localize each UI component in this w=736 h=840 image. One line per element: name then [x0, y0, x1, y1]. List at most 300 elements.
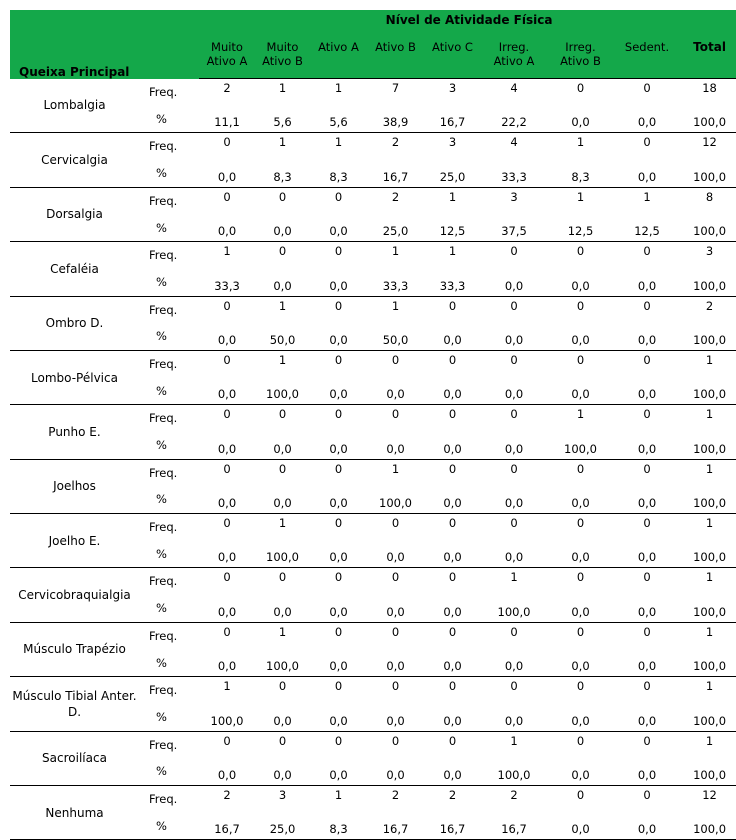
- measure-label-freq: Freq.: [149, 683, 178, 698]
- freq-cell: 1: [705, 352, 714, 367]
- pct-cell: 0,0: [310, 268, 367, 296]
- pct-cell: 100,0: [680, 377, 736, 405]
- freq-cell: 0: [278, 244, 287, 259]
- pct-cell: 0,0: [310, 703, 367, 731]
- freq-cell: 0: [510, 461, 518, 476]
- measure-label-freq: Freq.: [149, 248, 178, 263]
- pct-cell: 0,0: [614, 160, 680, 188]
- freq-cell: 0: [223, 570, 231, 585]
- freq-cell: 12: [702, 787, 717, 802]
- freq-cell: 1: [510, 570, 518, 585]
- freq-cell: 0: [391, 352, 400, 367]
- table-row-freq: [10, 79, 736, 106]
- freq-cell: 1: [278, 352, 287, 367]
- complaint-name: Lombo-Pélvica: [10, 350, 139, 404]
- pct-cell: 0,0: [614, 595, 680, 623]
- freq-cell: 0: [223, 624, 231, 639]
- freq-cell: 0: [576, 461, 585, 476]
- freq-cell: 0: [391, 407, 400, 422]
- freq-cell: 1: [576, 135, 585, 150]
- freq-cell: 0: [576, 298, 585, 313]
- measure-label-pct: %: [139, 758, 199, 786]
- freq-cell: 0: [510, 624, 518, 639]
- pct-cell: 0,0: [424, 595, 481, 623]
- table-row-freq: [10, 187, 736, 214]
- pct-cell: 33,3: [481, 160, 547, 188]
- freq-cell: 0: [643, 135, 651, 150]
- pct-cell: 0,0: [481, 703, 547, 731]
- freq-cell: 0: [448, 298, 457, 313]
- pct-cell: 0,0: [310, 214, 367, 242]
- pct-cell: 0,0: [310, 323, 367, 351]
- pct-cell: 0,0: [367, 540, 424, 568]
- complaint-name: Músculo Tibial Anter. D.: [10, 677, 139, 731]
- freq-cell: 0: [391, 679, 400, 694]
- complaint-name: Nenhuma: [10, 785, 139, 839]
- column-header-line1: Total: [680, 30, 736, 54]
- pct-cell: 16,7: [424, 812, 481, 840]
- column-header-line2: [367, 54, 424, 79]
- freq-cell: 0: [448, 461, 457, 476]
- freq-cell: 1: [334, 135, 343, 150]
- table-row-freq: [10, 242, 736, 269]
- column-header-line1: Sedent.: [614, 30, 680, 54]
- freq-cell: 4: [510, 135, 518, 150]
- pct-cell: 0,0: [547, 812, 614, 840]
- freq-cell: 1: [278, 298, 287, 313]
- freq-cell: 1: [334, 787, 343, 802]
- pct-cell: 0,0: [310, 649, 367, 677]
- pct-cell: 0,0: [310, 540, 367, 568]
- pct-cell: 100,0: [680, 268, 736, 296]
- freq-cell: 1: [510, 733, 518, 748]
- measure-label-freq: Freq.: [149, 302, 178, 317]
- row-header-queixa: Queixa Principal: [10, 30, 139, 79]
- freq-cell: 0: [643, 407, 651, 422]
- complaint-name: Punho E.: [10, 405, 139, 459]
- pct-cell: 0,0: [547, 540, 614, 568]
- freq-cell: 3: [448, 135, 457, 150]
- pct-cell: 0,0: [367, 377, 424, 405]
- pct-cell: 33,3: [367, 268, 424, 296]
- freq-cell: 12: [702, 135, 717, 150]
- freq-cell: 0: [334, 733, 343, 748]
- freq-cell: 0: [643, 679, 651, 694]
- pct-cell: 22,2: [481, 105, 547, 133]
- freq-cell: 0: [448, 516, 457, 530]
- measure-label-pct: %: [139, 214, 199, 242]
- table-row-freq: [10, 514, 736, 541]
- measure-label-freq: Freq.: [149, 791, 178, 806]
- freq-cell: 1: [448, 189, 457, 204]
- column-header-line1: Muito: [199, 30, 255, 54]
- freq-cell: 1: [705, 407, 714, 422]
- freq-cell: 2: [223, 787, 231, 802]
- freq-cell: 2: [223, 81, 231, 95]
- pct-cell: 0,0: [367, 649, 424, 677]
- freq-cell: 0: [334, 352, 343, 367]
- measure-label-pct: %: [139, 703, 199, 731]
- measure-label-pct: %: [139, 649, 199, 677]
- freq-cell: 0: [391, 516, 400, 530]
- pct-cell: 50,0: [255, 323, 310, 351]
- freq-cell: 0: [510, 407, 518, 422]
- freq-cell: 0: [448, 407, 457, 422]
- freq-cell: 0: [510, 298, 518, 313]
- pct-cell: 0,0: [255, 703, 310, 731]
- freq-cell: 0: [334, 679, 343, 694]
- pct-cell: 100,0: [199, 703, 255, 731]
- pct-cell: 0,0: [547, 377, 614, 405]
- pct-cell: 0,0: [255, 486, 310, 514]
- complaint-name: Cefaléia: [10, 242, 139, 296]
- freq-cell: 0: [643, 461, 651, 476]
- pct-cell: 0,0: [310, 595, 367, 623]
- pct-cell: 33,3: [199, 268, 255, 296]
- freq-cell: 3: [448, 81, 457, 95]
- pct-cell: 0,0: [547, 268, 614, 296]
- pct-cell: 25,0: [255, 812, 310, 840]
- column-header-line2: [310, 54, 367, 79]
- pct-cell: 0,0: [481, 431, 547, 459]
- complaint-name: Cervicobraquialgia: [10, 568, 139, 622]
- group-title: Nível de Atividade Física: [199, 10, 736, 30]
- pct-cell: 0,0: [199, 160, 255, 188]
- column-header-line2: [614, 54, 680, 79]
- freq-cell: 0: [576, 624, 585, 639]
- freq-cell: 1: [278, 516, 287, 530]
- pct-cell: 0,0: [547, 595, 614, 623]
- pct-cell: 5,6: [310, 105, 367, 133]
- pct-cell: 100,0: [680, 758, 736, 786]
- column-header-line1: Irreg.: [481, 30, 547, 54]
- freq-cell: 2: [391, 135, 400, 150]
- complaint-name: Dorsalgia: [10, 187, 139, 241]
- pct-cell: 0,0: [547, 703, 614, 731]
- freq-cell: 1: [223, 244, 231, 259]
- table-row-freq: [10, 731, 736, 758]
- pct-cell: 0,0: [199, 486, 255, 514]
- pct-cell: 50,0: [367, 323, 424, 351]
- freq-cell: 0: [643, 624, 651, 639]
- pct-cell: 0,0: [424, 377, 481, 405]
- pct-cell: 100,0: [680, 323, 736, 351]
- pct-cell: 100,0: [680, 703, 736, 731]
- pct-cell: 0,0: [199, 323, 255, 351]
- pct-cell: 0,0: [547, 649, 614, 677]
- pct-cell: 0,0: [614, 649, 680, 677]
- pct-cell: 0,0: [199, 214, 255, 242]
- pct-cell: 0,0: [481, 486, 547, 514]
- freq-cell: 2: [448, 787, 457, 802]
- freq-cell: 1: [223, 679, 231, 694]
- freq-cell: 2: [391, 787, 400, 802]
- pct-cell: 11,1: [199, 105, 255, 133]
- freq-cell: 0: [643, 244, 651, 259]
- pct-cell: 0,0: [367, 595, 424, 623]
- pct-cell: 16,7: [199, 812, 255, 840]
- measure-label-freq: Freq.: [149, 574, 178, 589]
- freq-cell: 1: [391, 244, 400, 259]
- measure-label-pct: %: [139, 377, 199, 405]
- pct-cell: 0,0: [547, 758, 614, 786]
- column-header-line2: Ativo A: [199, 54, 255, 79]
- freq-cell: 0: [448, 624, 457, 639]
- pct-cell: 0,0: [424, 540, 481, 568]
- table-row-freq: [10, 133, 736, 160]
- freq-cell: 2: [391, 189, 400, 204]
- pct-cell: 12,5: [547, 214, 614, 242]
- freq-cell: 0: [334, 407, 343, 422]
- pct-cell: 100,0: [255, 377, 310, 405]
- pct-cell: 8,3: [547, 160, 614, 188]
- column-header-line2: [424, 54, 481, 79]
- freq-cell: 1: [705, 461, 714, 476]
- pct-cell: 0,0: [255, 268, 310, 296]
- pct-cell: 0,0: [614, 377, 680, 405]
- freq-cell: 0: [391, 733, 400, 748]
- pct-cell: 8,3: [310, 160, 367, 188]
- freq-cell: 1: [448, 244, 457, 259]
- pct-cell: 0,0: [481, 323, 547, 351]
- freq-cell: 0: [223, 407, 231, 422]
- pct-cell: 0,0: [547, 323, 614, 351]
- freq-cell: 7: [391, 81, 400, 95]
- freq-cell: 1: [705, 624, 714, 639]
- column-header-line1: Irreg.: [547, 30, 614, 54]
- column-header-line1: Ativo C: [424, 30, 481, 54]
- pct-cell: 12,5: [614, 214, 680, 242]
- pct-cell: 0,0: [614, 540, 680, 568]
- measure-label-pct: %: [139, 323, 199, 351]
- freq-cell: 1: [278, 135, 287, 150]
- header-measure-blank: [139, 30, 199, 79]
- freq-cell: 1: [576, 189, 585, 204]
- table-row-freq: [10, 459, 736, 486]
- pct-cell: 8,3: [255, 160, 310, 188]
- freq-cell: 0: [334, 624, 343, 639]
- freq-cell: 8: [705, 189, 714, 204]
- pct-cell: 12,5: [424, 214, 481, 242]
- freq-cell: 0: [510, 679, 518, 694]
- pct-cell: 16,7: [481, 812, 547, 840]
- measure-label-freq: Freq.: [149, 520, 178, 535]
- table-row-freq: [10, 785, 736, 812]
- freq-cell: 0: [576, 787, 585, 802]
- pct-cell: 0,0: [424, 431, 481, 459]
- pct-cell: 0,0: [614, 486, 680, 514]
- pct-cell: 0,0: [310, 431, 367, 459]
- pct-cell: 0,0: [199, 431, 255, 459]
- pct-cell: 0,0: [199, 595, 255, 623]
- freq-cell: 0: [643, 352, 651, 367]
- freq-cell: 0: [278, 733, 287, 748]
- measure-label-pct: %: [139, 595, 199, 623]
- measure-label-pct: %: [139, 540, 199, 568]
- freq-cell: 0: [643, 570, 651, 585]
- pct-cell: 100,0: [255, 540, 310, 568]
- freq-cell: 0: [643, 733, 651, 748]
- table-header: [10, 10, 736, 79]
- freq-cell: 0: [510, 516, 518, 530]
- pct-cell: 0,0: [367, 703, 424, 731]
- pct-cell: 5,6: [255, 105, 310, 133]
- measure-label-freq: Freq.: [149, 737, 178, 752]
- pct-cell: 0,0: [547, 105, 614, 133]
- pct-cell: 0,0: [199, 540, 255, 568]
- pct-cell: 0,0: [424, 649, 481, 677]
- pct-cell: 100,0: [481, 758, 547, 786]
- freq-cell: 0: [334, 298, 343, 313]
- pct-cell: 100,0: [680, 160, 736, 188]
- pct-cell: 8,3: [310, 812, 367, 840]
- freq-cell: 0: [391, 570, 400, 585]
- pct-cell: 38,9: [367, 105, 424, 133]
- pct-cell: 0,0: [199, 758, 255, 786]
- pct-cell: 0,0: [424, 323, 481, 351]
- freq-cell: 1: [278, 81, 287, 95]
- measure-label-freq: Freq.: [149, 84, 178, 99]
- freq-cell: 0: [576, 516, 585, 530]
- pct-cell: 100,0: [680, 649, 736, 677]
- pct-cell: 0,0: [199, 649, 255, 677]
- pct-cell: 100,0: [680, 540, 736, 568]
- measure-label-freq: Freq.: [149, 356, 178, 371]
- freq-cell: 3: [278, 787, 287, 802]
- freq-cell: 0: [278, 461, 287, 476]
- pct-cell: 100,0: [367, 486, 424, 514]
- table-row-freq: [10, 296, 736, 323]
- freq-cell: 0: [510, 352, 518, 367]
- freq-cell: 4: [510, 81, 518, 95]
- complaint-name: Músculo Trapézio: [10, 622, 139, 676]
- complaint-name: Cervicalgia: [10, 133, 139, 187]
- measure-label-freq: Freq.: [149, 465, 178, 480]
- freq-cell: 1: [391, 298, 400, 313]
- freq-cell: 0: [334, 516, 343, 530]
- pct-cell: 0,0: [424, 486, 481, 514]
- freq-cell: 1: [334, 81, 343, 95]
- pct-cell: 0,0: [614, 758, 680, 786]
- activity-complaint-table: [10, 10, 736, 840]
- column-header-line2: Ativo B: [547, 54, 614, 79]
- freq-cell: 0: [223, 352, 231, 367]
- freq-cell: 0: [278, 189, 287, 204]
- freq-cell: 18: [702, 81, 717, 95]
- freq-cell: 0: [448, 679, 457, 694]
- measure-label-pct: %: [139, 160, 199, 188]
- freq-cell: 3: [510, 189, 518, 204]
- pct-cell: 100,0: [680, 105, 736, 133]
- freq-cell: 0: [643, 516, 651, 530]
- pct-cell: 16,7: [367, 812, 424, 840]
- pct-cell: 100,0: [680, 486, 736, 514]
- freq-cell: 0: [223, 135, 231, 150]
- pct-cell: 0,0: [310, 758, 367, 786]
- freq-cell: 3: [705, 244, 714, 259]
- table-row-freq: [10, 622, 736, 649]
- pct-cell: 0,0: [614, 323, 680, 351]
- table-row-freq: [10, 405, 736, 432]
- freq-cell: 0: [576, 679, 585, 694]
- pct-cell: 100,0: [680, 214, 736, 242]
- pct-cell: 0,0: [614, 268, 680, 296]
- freq-cell: 1: [391, 461, 400, 476]
- table-body: [10, 79, 736, 840]
- pct-cell: 0,0: [367, 758, 424, 786]
- pct-cell: 37,5: [481, 214, 547, 242]
- measure-label-pct: %: [139, 268, 199, 296]
- pct-cell: 0,0: [481, 377, 547, 405]
- pct-cell: 0,0: [547, 486, 614, 514]
- freq-cell: 0: [223, 461, 231, 476]
- column-header-line1: Ativo A: [310, 30, 367, 54]
- pct-cell: 0,0: [481, 268, 547, 296]
- freq-cell: 0: [448, 352, 457, 367]
- pct-cell: 25,0: [367, 214, 424, 242]
- pct-cell: 0,0: [614, 703, 680, 731]
- column-header-line2: Ativo A: [481, 54, 547, 79]
- freq-cell: 0: [391, 624, 400, 639]
- pct-cell: 0,0: [255, 214, 310, 242]
- freq-cell: 0: [278, 407, 287, 422]
- freq-cell: 0: [576, 570, 585, 585]
- freq-cell: 0: [278, 679, 287, 694]
- measure-label-freq: Freq.: [149, 411, 178, 426]
- freq-cell: 0: [576, 733, 585, 748]
- column-header-line2: [680, 54, 736, 79]
- table-row-freq: [10, 568, 736, 595]
- complaint-name: Joelhos: [10, 459, 139, 513]
- measure-label-pct: %: [139, 105, 199, 133]
- complaint-name: Lombalgia: [10, 79, 139, 133]
- freq-cell: 1: [705, 570, 714, 585]
- pct-cell: 0,0: [481, 540, 547, 568]
- pct-cell: 100,0: [680, 812, 736, 840]
- freq-cell: 1: [705, 679, 714, 694]
- pct-cell: 0,0: [255, 595, 310, 623]
- pct-cell: 0,0: [199, 377, 255, 405]
- pct-cell: 100,0: [481, 595, 547, 623]
- freq-cell: 0: [223, 733, 231, 748]
- freq-cell: 2: [510, 787, 518, 802]
- pct-cell: 0,0: [367, 431, 424, 459]
- pct-cell: 0,0: [614, 812, 680, 840]
- freq-cell: 0: [334, 189, 343, 204]
- freq-cell: 1: [278, 624, 287, 639]
- complaint-name: Sacroilíaca: [10, 731, 139, 785]
- freq-cell: 0: [334, 570, 343, 585]
- freq-cell: 1: [705, 733, 714, 748]
- pct-cell: 100,0: [547, 431, 614, 459]
- freq-cell: 0: [334, 244, 343, 259]
- pct-cell: 0,0: [424, 703, 481, 731]
- freq-cell: 1: [643, 189, 651, 204]
- freq-cell: 1: [705, 516, 714, 530]
- header-blank: [10, 10, 199, 30]
- measure-label-freq: Freq.: [149, 139, 178, 154]
- measure-label-pct: %: [139, 812, 199, 840]
- pct-cell: 100,0: [680, 595, 736, 623]
- freq-cell: 0: [510, 244, 518, 259]
- freq-cell: 0: [334, 461, 343, 476]
- pct-cell: 0,0: [310, 486, 367, 514]
- freq-cell: 0: [576, 352, 585, 367]
- complaint-name: Ombro D.: [10, 296, 139, 350]
- column-header-line1: Muito: [255, 30, 310, 54]
- pct-cell: 0,0: [255, 758, 310, 786]
- measure-label-pct: %: [139, 486, 199, 514]
